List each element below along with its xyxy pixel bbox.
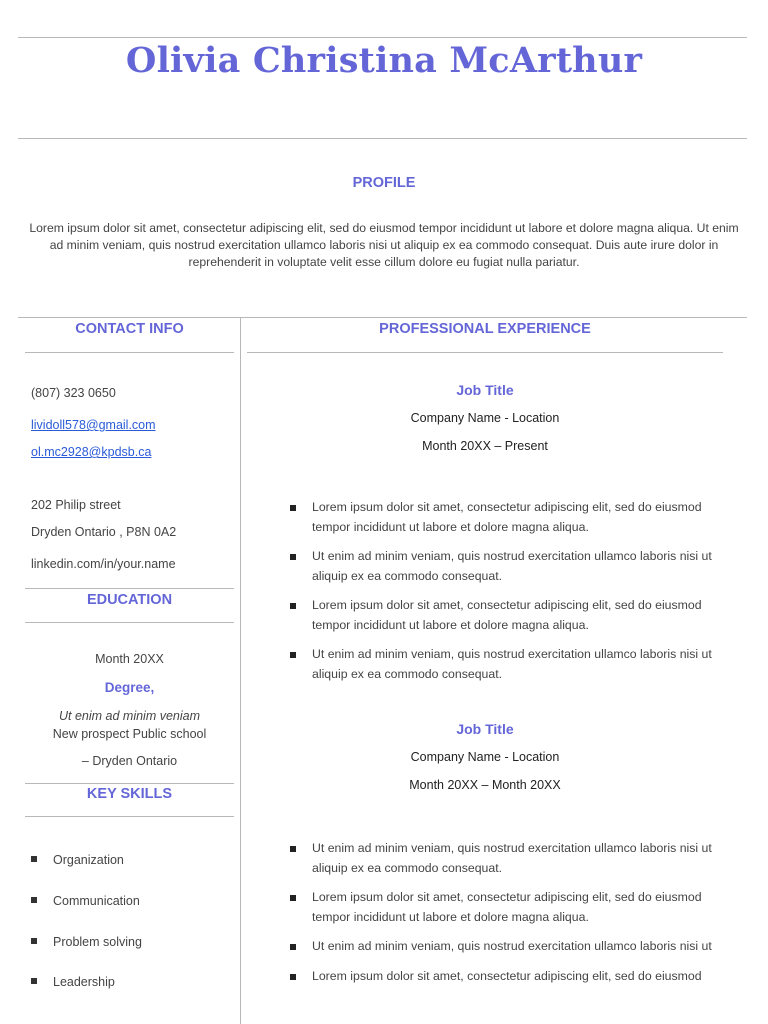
skill-item: [31, 853, 124, 867]
skill-label: Communication: [53, 894, 140, 908]
header-bottom-rule: [18, 138, 747, 139]
job-title: Job Title: [456, 721, 514, 737]
contact-city: Dryden Ontario , P8N 0A2: [31, 525, 177, 539]
education-top-rule: [25, 588, 234, 589]
contact-phone: (807) 323 0650: [31, 386, 116, 400]
education-school: New prospect Public school: [52, 727, 207, 741]
job-bullets: [290, 498, 720, 684]
contact-linkedin: linkedin.com/in/your.name: [31, 557, 176, 571]
bullet-square-icon: [290, 554, 296, 560]
bullet-square-icon: [31, 938, 37, 944]
job-company: Company Name - Location: [410, 750, 560, 764]
education-degree: Degree,: [104, 680, 155, 695]
bullet-text: Lorem ipsum dolor sit amet, consectetur adipiscing elit, sed do eiusmod tempor incididunt ut labore et dolore magna aliqua.: [312, 500, 702, 534]
bullet-text: Ut enim ad minim veniam, quis nostrud exercitation ullamco laboris nisi ut aliquip ex ea commodo consequat.: [312, 841, 712, 875]
bullet-text: Lorem ipsum dolor sit amet, consectetur adipiscing elit, sed do eiusmod tempor incididunt ut labore et dolore magna aliqua.: [312, 598, 702, 632]
bullet-square-icon: [31, 978, 37, 984]
bullet-item: [290, 547, 720, 586]
bullet-square-icon: [290, 895, 296, 901]
education-rule: [25, 622, 234, 623]
job-company: Company Name - Location: [410, 411, 560, 425]
bullet-square-icon: [31, 856, 37, 862]
contact-email-link-2[interactable]: ol.mc2928@kpdsb.ca: [31, 445, 152, 459]
skill-label: Leadership: [53, 975, 115, 989]
bullet-text: Lorem ipsum dolor sit amet, consectetur adipiscing elit, sed do eiusmod tempor incididunt ut labore et dolore magna aliqua.: [312, 890, 702, 924]
skill-item: [31, 975, 115, 989]
bullet-square-icon: [290, 974, 296, 980]
bullet-item: [290, 645, 720, 684]
columns-top-rule: [18, 317, 747, 318]
bullet-item: [290, 888, 720, 927]
education-location: – Dryden Ontario: [81, 754, 178, 768]
experience-heading: PROFESSIONAL EXPERIENCE: [379, 321, 591, 337]
bullet-text: Ut enim ad minim veniam, quis nostrud exercitation ullamco laboris nisi ut: [312, 939, 712, 953]
contact-heading: CONTACT INFO: [75, 321, 184, 337]
experience-rule: [247, 352, 723, 353]
bullet-item: [290, 498, 720, 537]
bullet-square-icon: [31, 897, 37, 903]
contact-street: 202 Philip street: [31, 498, 121, 512]
skills-rule: [25, 816, 234, 817]
profile-heading: PROFILE: [352, 175, 416, 191]
job-bullets: [290, 839, 720, 986]
skills-top-rule: [25, 783, 234, 784]
resume-name: Olivia Christina McArthur: [125, 40, 643, 81]
education-date: Month 20XX: [95, 652, 164, 666]
bullet-text: Ut enim ad minim veniam, quis nostrud exercitation ullamco laboris nisi ut aliquip ex ea commodo consequat.: [312, 549, 712, 583]
bullet-item: [290, 937, 720, 957]
skill-item: [31, 935, 142, 949]
top-rule: [18, 37, 747, 38]
job-dates: Month 20XX – Present: [422, 439, 548, 453]
bullet-item: [290, 839, 720, 878]
job-title: Job Title: [456, 382, 514, 398]
bullet-text: Lorem ipsum dolor sit amet, consectetur adipiscing elit, sed do eiusmod: [312, 968, 702, 983]
skills-heading: KEY SKILLS: [86, 786, 173, 802]
skill-label: Organization: [53, 853, 124, 867]
bullet-square-icon: [290, 652, 296, 658]
education-field: Ut enim ad minim veniam: [58, 709, 200, 723]
profile-text: Lorem ipsum dolor sit amet, consectetur adipiscing elit, sed do eiusmod tempor incididunt ut labore et dolore magna aliqua. Ut enim ad minim veniam, quis nostrud exercitation ullamco laboris nisi ut aliquip ex ea commodo consequat. Duis aute irure dolor in reprehenderit in voluptate velit esse cillum dolore eu fugiat nulla pariatur.: [29, 221, 739, 269]
education-heading: EDUCATION: [86, 592, 173, 608]
bullet-square-icon: [290, 505, 296, 511]
bullet-square-icon: [290, 944, 296, 950]
contact-email-link[interactable]: lividoll578@gmail.com: [31, 418, 156, 432]
skill-item: [31, 894, 140, 908]
bullet-square-icon: [290, 603, 296, 609]
bullet-item: [290, 596, 720, 635]
column-divider: [240, 318, 241, 1024]
skill-label: Problem solving: [53, 935, 142, 949]
bullet-square-icon: [290, 846, 296, 852]
job-dates: Month 20XX – Month 20XX: [409, 778, 561, 792]
bullet-item: [290, 967, 720, 987]
bullet-text: Ut enim ad minim veniam, quis nostrud exercitation ullamco laboris nisi ut aliquip ex ea commodo consequat.: [312, 647, 712, 681]
contact-rule: [25, 352, 234, 353]
